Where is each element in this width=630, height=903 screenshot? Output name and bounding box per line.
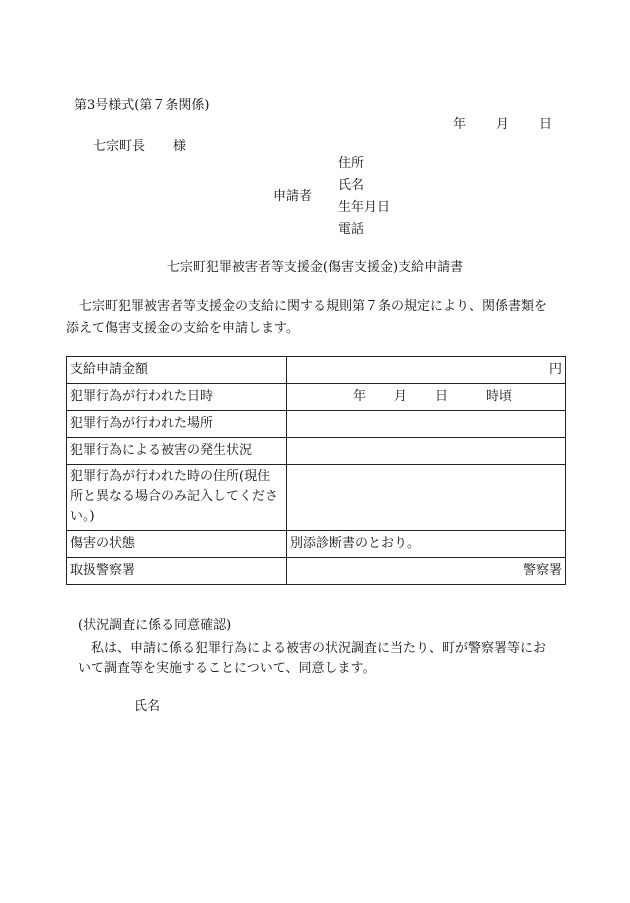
applicant-phone-label: 電話 — [338, 222, 365, 237]
injury-label: 傷害の状態 — [67, 531, 287, 558]
table-row — [67, 357, 566, 384]
applicant-fields — [338, 157, 390, 245]
amount-label: 支給申請金額 — [67, 357, 287, 384]
addressee-name: 七宗町長 — [93, 139, 146, 154]
police-field[interactable] — [287, 558, 566, 585]
consent-statement-text: 私は、申請に係る犯罪行為による被害の状況調査に当たり、町が警察署等において調査等を実施することについて、同意します。 — [78, 641, 547, 676]
signature-name-label: 氏名 — [134, 699, 161, 714]
applicant-label: 申請者 — [273, 189, 313, 204]
injury-value: 別添診断書のとおり。 — [287, 531, 566, 558]
address-at-crime-label: 犯罪行為が行われた時の住所(現住所と異なる場合のみ記入してください。) — [67, 465, 287, 531]
table-row — [67, 531, 566, 558]
crime-date-month: 月 — [394, 389, 408, 404]
table-row — [67, 411, 566, 438]
crime-date-year: 年 — [353, 389, 367, 404]
table-row — [67, 384, 566, 411]
applicant-address-label: 住所 — [338, 156, 365, 171]
crime-date-field[interactable] — [287, 384, 566, 411]
police-unit: 警察署 — [522, 563, 562, 578]
crime-date-label: 犯罪行為が行われた日時 — [67, 384, 287, 411]
addressee — [93, 140, 186, 153]
crime-place-label: 犯罪行為が行われた場所 — [67, 411, 287, 438]
table-row — [67, 465, 566, 531]
table-row — [67, 438, 566, 465]
damage-field[interactable] — [287, 438, 566, 465]
application-statement-text: 七宗町犯罪被害者等支援金の支給に関する規則第７条の規定により、関係書類を添えて傷害支援金の支給を申請します。 — [66, 299, 548, 336]
consent-statement — [78, 639, 558, 679]
document-title: 七宗町犯罪被害者等支援金(傷害支援金)支給申請書 — [166, 260, 464, 275]
addressee-honorific: 様 — [173, 139, 187, 154]
police-label: 取扱警察署 — [67, 558, 287, 585]
application-table — [66, 356, 566, 585]
application-statement — [66, 296, 556, 340]
applicant-name-label: 氏名 — [338, 178, 365, 193]
form-number: 第3号様式(第７条関係) — [74, 98, 210, 113]
damage-label: 犯罪行為による被害の発生状況 — [67, 438, 287, 465]
consent-heading: (状況調査に係る同意確認) — [78, 618, 232, 633]
date-day-label: 日 — [539, 117, 553, 132]
crime-place-field[interactable] — [287, 411, 566, 438]
date-month-label: 月 — [496, 117, 510, 132]
table-row — [67, 558, 566, 585]
amount-field[interactable] — [287, 357, 566, 384]
crime-date-day: 日 — [435, 389, 449, 404]
amount-unit: 円 — [548, 362, 562, 377]
applicant-birthdate-label: 生年月日 — [338, 200, 391, 215]
address-at-crime-field[interactable] — [287, 465, 566, 531]
application-date — [453, 118, 552, 131]
date-year-label: 年 — [453, 117, 467, 132]
crime-date-time: 時頃 — [486, 389, 513, 404]
